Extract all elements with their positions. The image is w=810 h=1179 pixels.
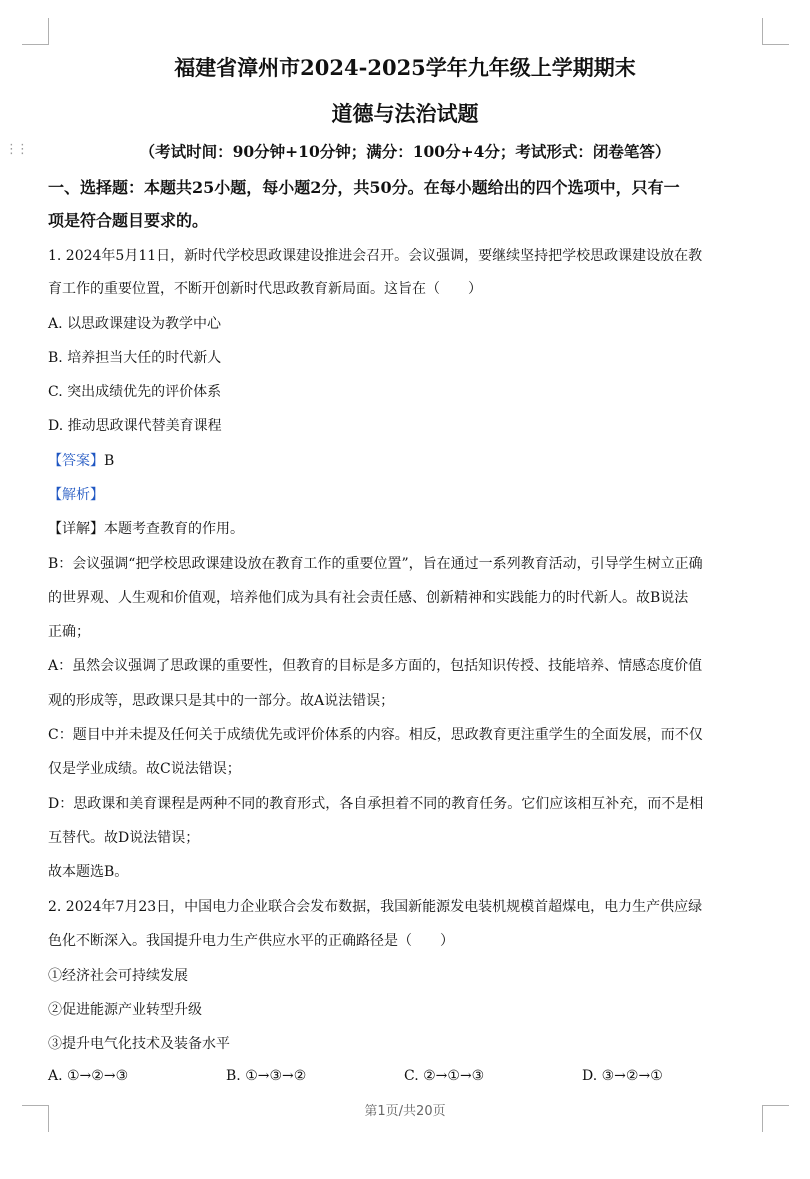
answer-tag: 【答案】: [48, 453, 104, 469]
q2-option-d: D. ③→②→①: [582, 1068, 663, 1084]
document-title: 福建省漳州市2024-2025学年九年级上学期期末: [174, 55, 636, 80]
q1-option-c: C. 突出成绩优先的评价体系: [48, 384, 222, 400]
document-subtitle: 道德与法治试题: [331, 101, 479, 126]
q1-c-explain-line2: 仅是学业成绩。故C说法错误；: [48, 761, 241, 777]
q1-a-explain-line1: A：虽然会议强调了思政课的重要性，但教育的目标是多方面的，包括知识传授、技能培养、情感态度价值: [48, 658, 703, 674]
q2-option-a: A. ①→②→③: [48, 1068, 129, 1084]
q1-d-explain-line1: D：思政课和美育课程是两种不同的教育形式，各自承担着不同的教育任务。它们应该相互补充，而不是相: [48, 796, 704, 812]
q1-a-explain-line2: 观的形成等，思政课只是其中的一部分。故A说法错误；: [48, 693, 395, 709]
q1-detail: 【详解】本题考查教育的作用。: [48, 521, 244, 537]
crop-mark-top-left: [22, 18, 49, 45]
q2-stem-line1: 2. 2024年7月23日，中国电力企业联合会发布数据，我国新能源发电装机规模首超煤电，电力生产供应绿: [48, 899, 703, 915]
q1-conclusion: 故本题选B。: [48, 864, 129, 880]
q1-stem-line1: 1. 2024年5月11日，新时代学校思政课建设推进会召开。会议强调，要继续坚持把学校思政课建设放在教: [48, 248, 703, 264]
q2-item-1: ①经济社会可持续发展: [48, 968, 188, 984]
q2-option-b: B. ①→③→②: [226, 1068, 307, 1084]
section-header-line2: 项是符合题目要求的。: [48, 211, 209, 230]
q1-analysis-tag: 【解析】: [48, 487, 104, 503]
q1-c-explain-line1: C：题目中并未提及任何关于成绩优先或评价体系的内容。相反，思政教育更注重学生的全面发展，而不仅: [48, 727, 703, 743]
q1-b-explain-line1: B：会议强调“把学校思政课建设放在教育工作的重要位置”，旨在通过一系列教育活动，引导学生树立正确: [48, 556, 703, 572]
q1-option-d: D. 推动思政课代替美育课程: [48, 418, 222, 434]
q1-d-explain-line2: 互替代。故D说法错误；: [48, 830, 200, 846]
q1-b-explain-line2: 的世界观、人生观和价值观，培养他们成为具有社会责任感、创新精神和实践能力的时代新人。故B说法: [48, 590, 689, 606]
q2-item-3: ③提升电气化技术及装备水平: [48, 1036, 230, 1052]
page-footer: 第1页/共20页: [364, 1104, 446, 1119]
section-header-line1: 一、选择题：本题共25小题，每小题2分，共50分。在每小题给出的四个选项中，只有一: [48, 178, 680, 197]
q1-answer: [48, 450, 114, 470]
drag-handle-icon[interactable]: ⋮⋮: [5, 142, 27, 157]
q1-option-a: A. 以思政课建设为教学中心: [48, 316, 222, 332]
exam-info: （考试时间：90分钟+10分钟；满分：100分+4分；考试形式：闭卷笔答）: [139, 142, 671, 161]
q2-item-2: ②促进能源产业转型升级: [48, 1002, 202, 1018]
q1-b-explain-line3: 正确；: [48, 624, 90, 640]
q2-option-c: C. ②→①→③: [404, 1068, 485, 1084]
q1-stem-line2: 育工作的重要位置，不断开创新时代思政教育新局面。这旨在（ ）: [48, 281, 482, 297]
crop-mark-top-right: [762, 18, 789, 45]
q2-stem-line2: 色化不断深入。我国提升电力生产供应水平的正确路径是（ ）: [48, 933, 454, 949]
q1-option-b: B. 培养担当大任的时代新人: [48, 350, 222, 366]
answer-value: B: [104, 453, 115, 469]
